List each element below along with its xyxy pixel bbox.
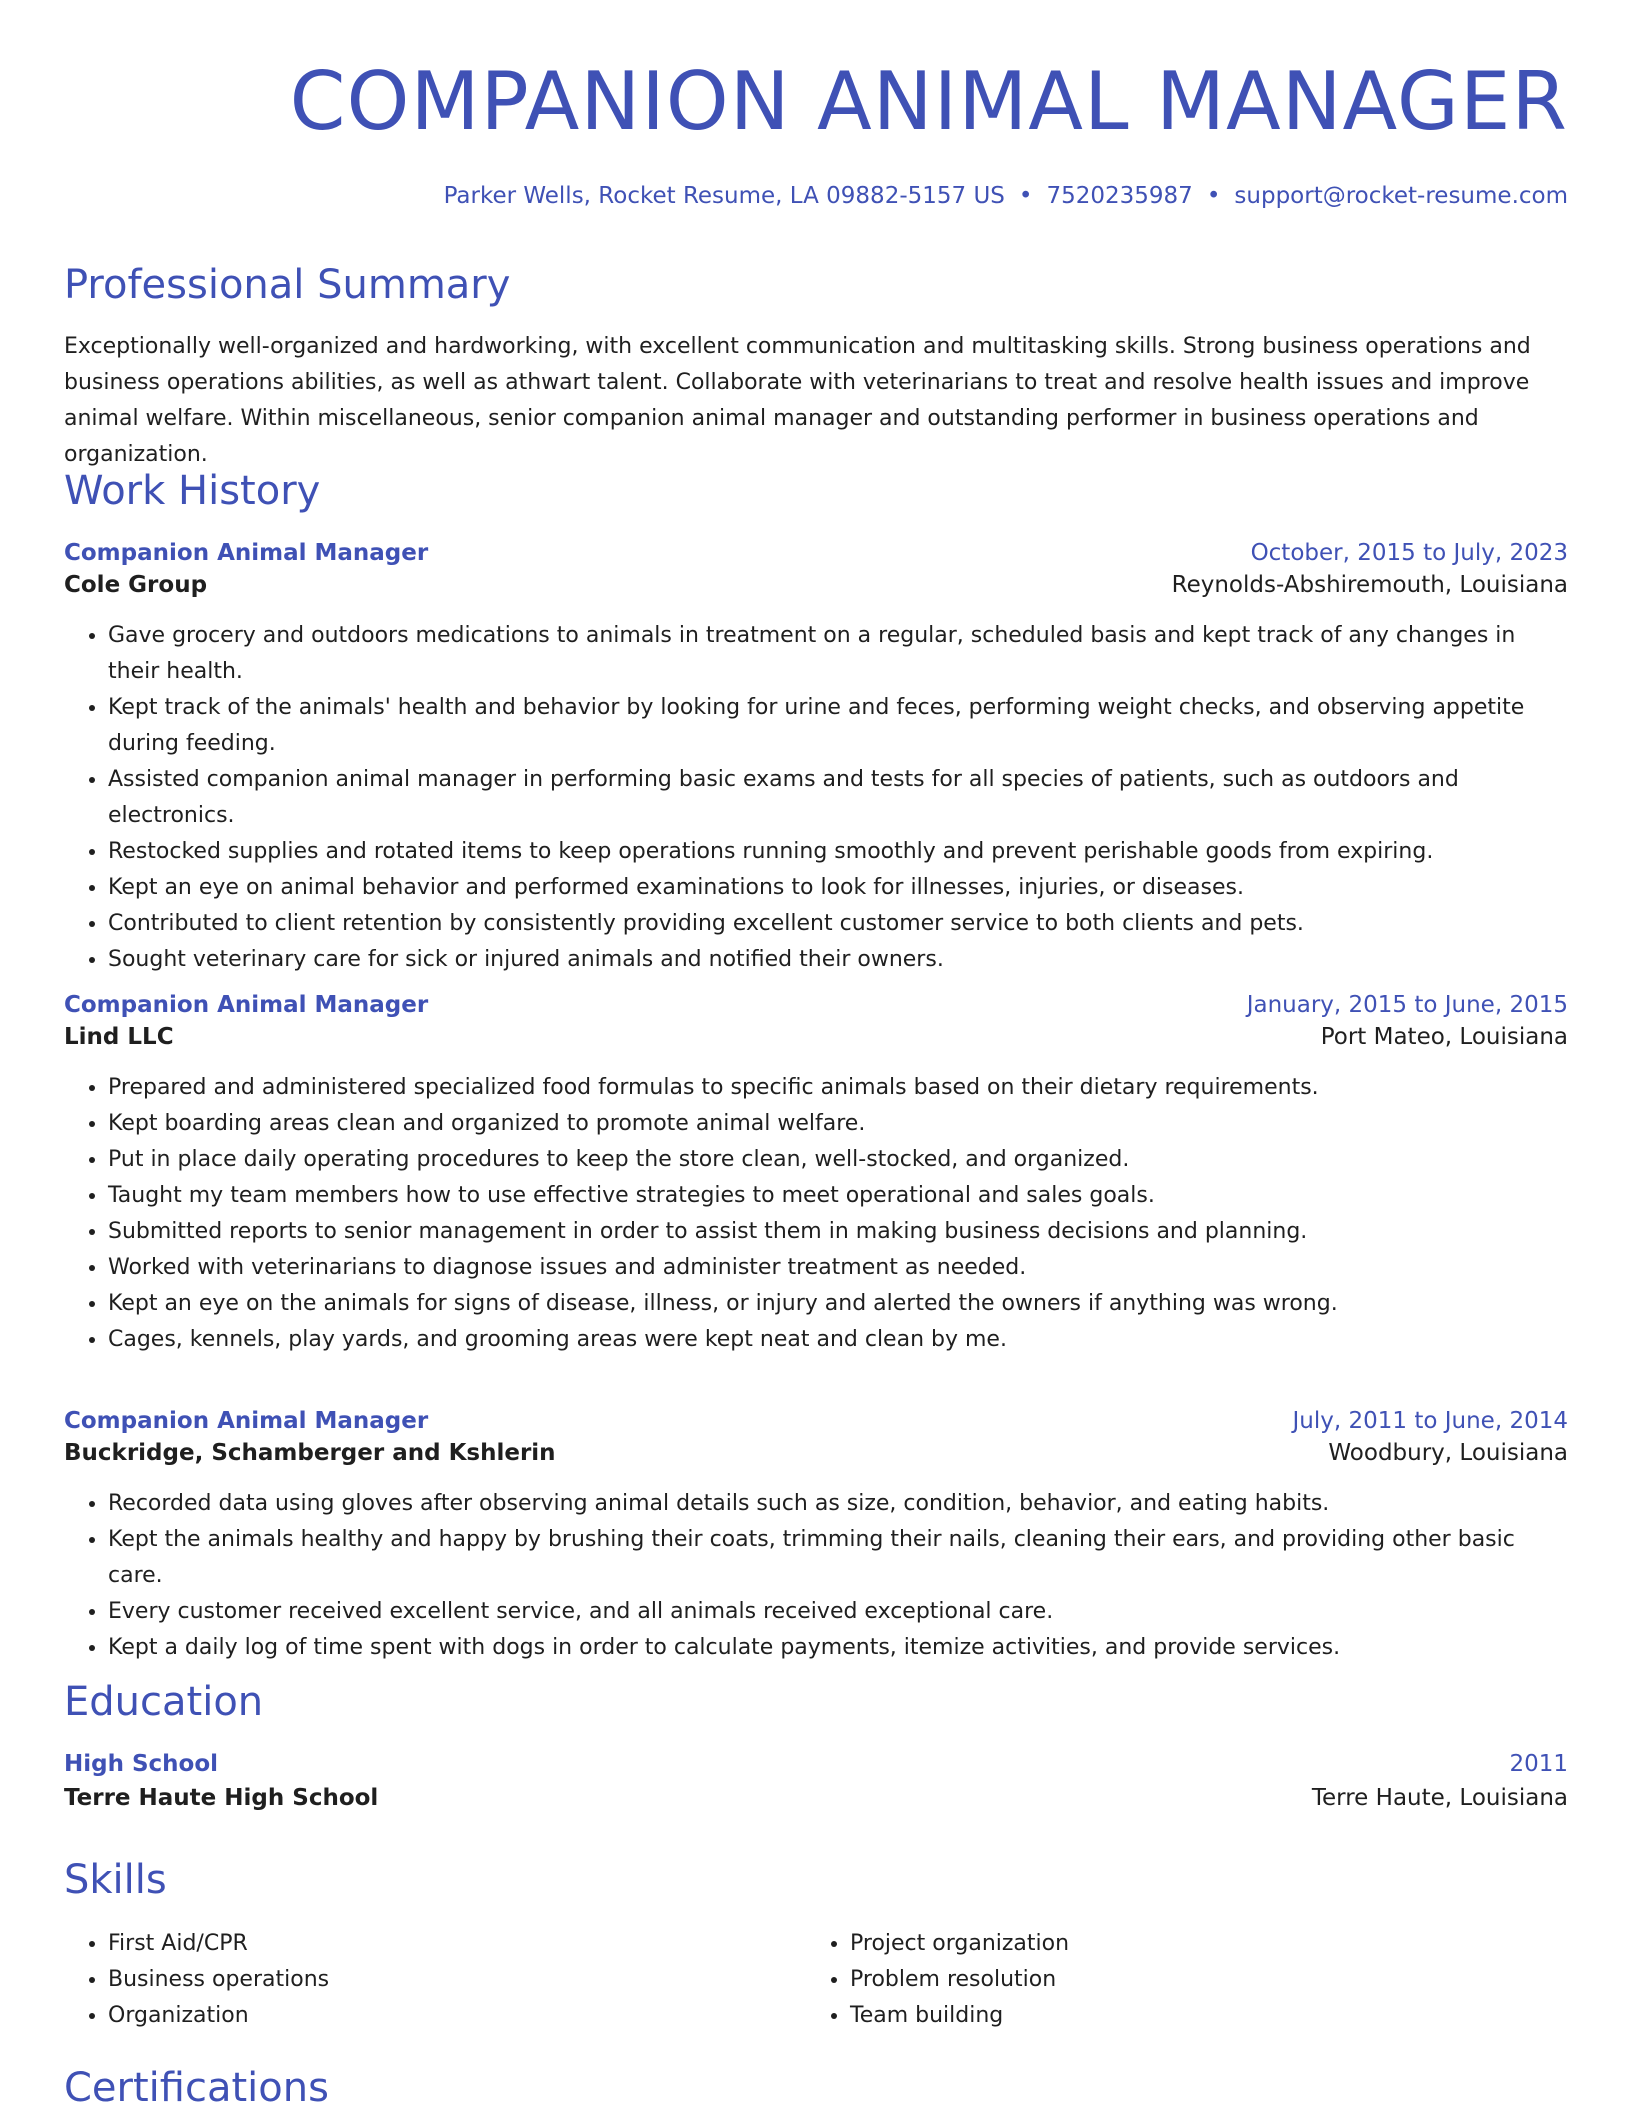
certifications-section: [64, 2065, 1568, 2111]
job-header-row: [64, 992, 1568, 1018]
job-company-row: [64, 1024, 1568, 1050]
summary-section: [64, 262, 1568, 473]
list-item: • Kept track of the animals' health and behavior by looking for urine and feces, performing weight checks, and observing appetite during feeding.: [108, 690, 1568, 762]
list-item: • Gave grocery and outdoors medications to animals in treatment on a regular, scheduled basis and kept track of any changes in their health.: [108, 618, 1568, 690]
contact-separator: •: [1206, 183, 1221, 209]
skills-list-left: [64, 1926, 806, 2034]
skills-columns: [64, 1926, 1568, 2034]
job-company-row: [64, 1440, 1568, 1466]
skill-item: • Problem resolution: [850, 1962, 1548, 1998]
skill-item: • Organization: [108, 1998, 806, 2034]
job-entry: [64, 540, 1568, 978]
skills-list-right: [806, 1926, 1548, 2034]
list-item: • Put in place daily operating procedures to keep the store clean, well-stocked, and organized.: [108, 1142, 1568, 1178]
list-item: • Worked with veterinarians to diagnose issues and administer treatment as needed.: [108, 1250, 1568, 1286]
skill-item: • Business operations: [108, 1962, 806, 1998]
job-title: Companion Animal Manager: [64, 540, 429, 566]
education-entry: [64, 1751, 1568, 1811]
job-dates: January, 2015 to June, 2015: [1246, 992, 1568, 1018]
skills-heading: Skills: [64, 1857, 167, 1903]
job-dates: July, 2011 to June, 2014: [1292, 1408, 1568, 1434]
education-header-row: [64, 1751, 1568, 1777]
skill-item: • Team building: [850, 1998, 1548, 2034]
contact-line: [64, 183, 1568, 209]
list-item: • Sought veterinary care for sick or injured animals and notified their owners.: [108, 942, 1568, 978]
job-location: Reynolds-Abshiremouth, Louisiana: [1171, 572, 1568, 598]
list-item: • Every customer received excellent service, and all animals received exceptional care.: [108, 1594, 1568, 1630]
education-heading: Education: [64, 1679, 264, 1725]
list-item: • Kept an eye on animal behavior and performed examinations to look for illnesses, injuries, or diseases.: [108, 870, 1568, 906]
education-section: [64, 1679, 1568, 1725]
work-history-section: [64, 468, 1568, 514]
list-item: • Contributed to client retention by consistently providing excellent customer service to both clients and pets.: [108, 906, 1568, 942]
contact-address: Parker Wells, Rocket Resume, LA 09882-5157 US: [443, 183, 1005, 209]
job-title: Companion Animal Manager: [64, 1408, 429, 1434]
list-item: • Submitted reports to senior management in order to assist them in making business decisions and planning.: [108, 1214, 1568, 1250]
education-school: Terre Haute High School: [64, 1785, 379, 1811]
education-year: 2011: [1509, 1751, 1568, 1777]
contact-separator: •: [1018, 183, 1033, 209]
job-bullet-list: [64, 1070, 1568, 1358]
education-school-row: [64, 1785, 1568, 1811]
job-title: Companion Animal Manager: [64, 992, 429, 1018]
job-bullet-list: [64, 618, 1568, 978]
job-header-row: [64, 540, 1568, 566]
job-location: Woodbury, Louisiana: [1328, 1440, 1568, 1466]
list-item: • Kept the animals healthy and happy by brushing their coats, trimming their nails, cleaning their ears, and providing other basic care.: [108, 1522, 1568, 1594]
list-item: • Recorded data using gloves after observing animal details such as size, condition, behavior, and eating habits.: [108, 1486, 1568, 1522]
job-location: Port Mateo, Louisiana: [1320, 1024, 1568, 1050]
job-header-row: [64, 1408, 1568, 1434]
skill-item: • Project organization: [850, 1926, 1548, 1962]
skill-item: • First Aid/CPR: [108, 1926, 806, 1962]
job-company: Buckridge, Schamberger and Kshlerin: [64, 1440, 556, 1466]
job-company-row: [64, 572, 1568, 598]
summary-heading: Professional Summary: [64, 262, 511, 308]
list-item: • Kept a daily log of time spent with dogs in order to calculate payments, itemize activities, and provide services.: [108, 1630, 1568, 1666]
job-company: Lind LLC: [64, 1024, 174, 1050]
summary-text: Exceptionally well-organized and hardworking, with excellent communication and multitasking skills. Strong business operations and business operations abilities, as well as athwart talent. Collaborate with veterinarians to treat and resolve health issues and improve animal welfare. Within miscellaneous, senior companion animal manager and outstanding performer in business operations and organization.: [64, 334, 1531, 467]
list-item: • Prepared and administered specialized food formulas to specific animals based on their dietary requirements.: [108, 1070, 1568, 1106]
skills-section: [64, 1857, 1568, 1903]
education-degree: High School: [64, 1751, 219, 1777]
resume-page: [64, 0, 1568, 2111]
job-entry: [64, 1408, 1568, 1666]
list-item: • Cages, kennels, play yards, and grooming areas were kept neat and clean by me.: [108, 1322, 1568, 1358]
contact-email: support@rocket-resume.com: [1234, 183, 1568, 209]
job-entry: [64, 992, 1568, 1358]
list-item: • Taught my team members how to use effective strategies to meet operational and sales goals.: [108, 1178, 1568, 1214]
work-history-heading: Work History: [64, 468, 321, 514]
job-company: Cole Group: [64, 572, 208, 598]
certifications-heading: Certifications: [64, 2065, 329, 2111]
list-item: • Restocked supplies and rotated items to keep operations running smoothly and prevent perishable goods from expiring.: [108, 834, 1568, 870]
job-dates: October, 2015 to July, 2023: [1250, 540, 1568, 566]
job-bullet-list: [64, 1486, 1568, 1666]
list-item: • Kept boarding areas clean and organized to promote animal welfare.: [108, 1106, 1568, 1142]
list-item: • Kept an eye on the animals for signs of disease, illness, or injury and alerted the owners if anything was wrong.: [108, 1286, 1568, 1322]
contact-phone: 7520235987: [1046, 183, 1193, 209]
resume-job-title: COMPANION ANIMAL MANAGER: [289, 55, 1568, 148]
education-location: Terre Haute, Louisiana: [1311, 1785, 1568, 1811]
list-item: • Assisted companion animal manager in performing basic exams and tests for all species of patients, such as outdoors and electronics.: [108, 762, 1568, 834]
